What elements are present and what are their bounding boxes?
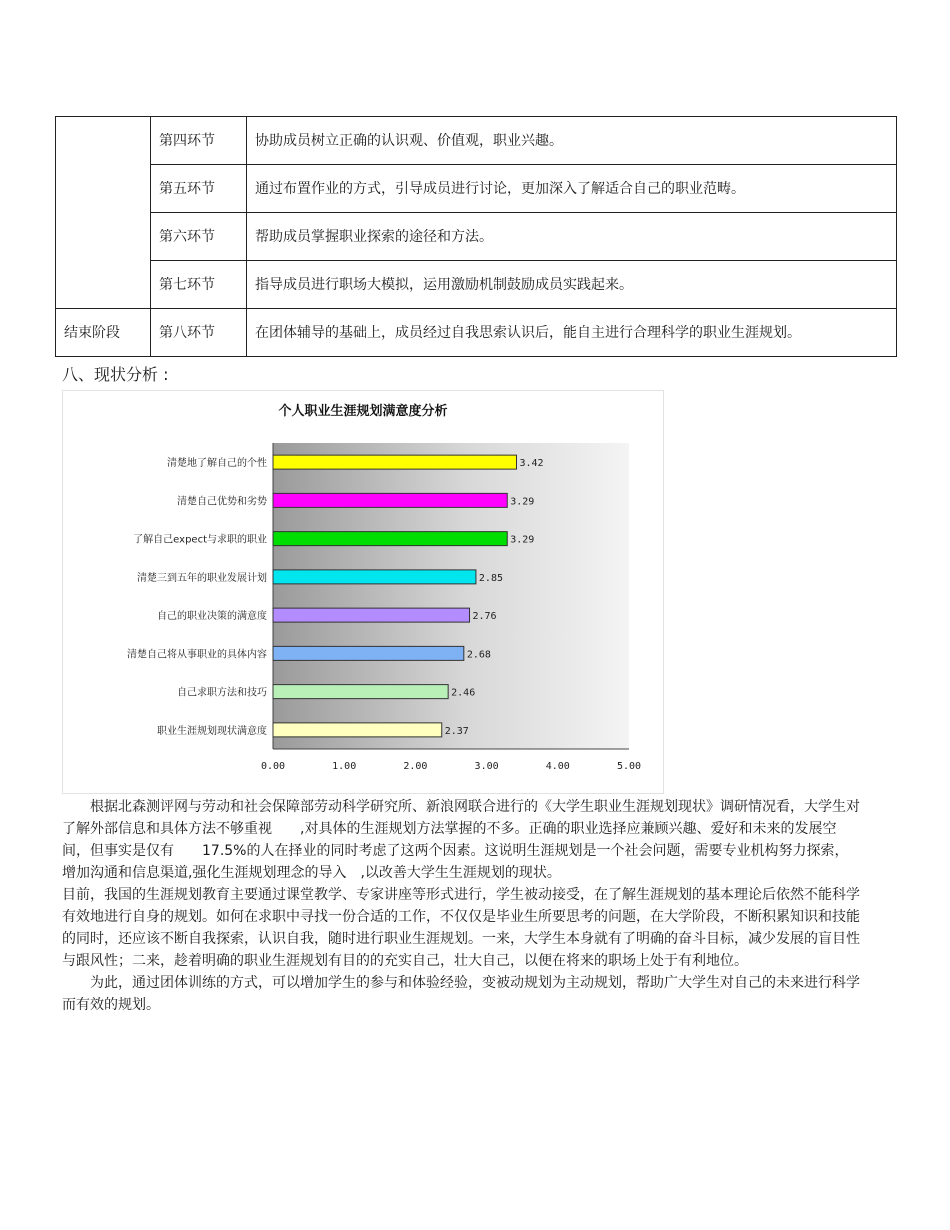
- category-label: 了解自己expect与求职的职业: [133, 534, 267, 546]
- x-tick-label: 1.00: [332, 761, 357, 772]
- chart-title: 个人职业生涯规划满意度分析: [278, 404, 448, 419]
- value-label: 2.85: [478, 572, 504, 584]
- category-label: 自己求职方法和技巧: [177, 687, 267, 699]
- value-label: 2.76: [472, 611, 497, 623]
- value-label: 2.68: [466, 649, 491, 661]
- paragraph: 根据北森测评网与劳动和社会保障部劳动科学研究所、新浪网联合进行的《大学生职业生涯规划现状》调研情况看，大学生对了解外部信息和具体方法不够重视 ,对具体的生涯规划方法掌握的不多。正确的职业选择应兼顾兴趣、爱好和未来的发展空间，但事实是仅有 17.5%的人在择业的同时考虑了这两个因素。这说明生涯规划是一个社会问题，需要专业机构努力探索，增加沟通和信息渠道,强化生涯规划理念的导入 ,以改善大学生生涯规划的现状。: [62, 799, 860, 881]
- plot-area: [273, 443, 629, 749]
- stage-cell: 结束阶段: [56, 309, 151, 357]
- stage-cell: [56, 117, 151, 309]
- x-tick-label: 5.00: [616, 761, 642, 772]
- value-label: 2.37: [444, 725, 469, 737]
- x-tick-label: 4.00: [545, 761, 570, 772]
- table-row: [56, 309, 897, 357]
- value-label: 2.46: [451, 687, 476, 699]
- description-cell: 协助成员树立正确的认识观、价值观，职业兴趣。: [247, 117, 897, 165]
- category-labels: [127, 456, 267, 737]
- bar: [273, 646, 464, 660]
- table-row: [56, 117, 897, 165]
- category-label: 清楚自己优势和劣势: [177, 496, 267, 508]
- bar: [273, 608, 470, 622]
- x-tick-label: 3.00: [474, 761, 499, 772]
- satisfaction-bar-chart: [62, 390, 664, 794]
- bar: [273, 532, 507, 546]
- table-row: [56, 261, 897, 309]
- category-label: 清楚自己将从事职业的具体内容: [127, 649, 267, 661]
- value-label: 3.42: [519, 458, 544, 470]
- value-label: 3.29: [510, 534, 535, 546]
- description-cell: 指导成员进行职场大模拟，运用激励机制鼓励成员实践起来。: [247, 261, 897, 309]
- category-label: 清楚三到五年的职业发展计划: [137, 572, 267, 584]
- category-label: 自己的职业决策的满意度: [157, 611, 267, 623]
- description-cell: 通过布置作业的方式，引导成员进行讨论，更加深入了解适合自己的职业范畴。: [247, 165, 897, 213]
- description-cell: 在团体辅导的基础上，成员经过自我思索认识后，能自主进行合理科学的职业生涯规划。: [247, 309, 897, 357]
- bar: [273, 455, 517, 469]
- bar: [273, 723, 442, 737]
- table-row: [56, 165, 897, 213]
- step-cell: 第七环节: [151, 261, 247, 309]
- paragraph: 目前，我国的生涯规划教育主要通过课堂教学、专家讲座等形式进行，学生被动接受，在了解生涯规划的基本理论后依然不能科学有效地进行自身的规划。如何在求职中寻找一份合适的工作，不仅仅是毕业生所要思考的问题，在大学阶段，不断积累知识和技能的同时，还应该不断自我探索，认识自我，随时进行职业生涯规划。一来，大学生本身就有了明确的奋斗目标，减少发展的盲目性与跟风性；二来，趁着明确的职业生涯规划有目的的充实自己，壮大自己，以便在将来的职场上处于有利地位。: [62, 887, 860, 969]
- analysis-text: [62, 796, 862, 1016]
- step-cell: 第五环节: [151, 165, 247, 213]
- section-heading: 八、现状分析 :: [62, 365, 169, 384]
- category-label: 职业生涯规划现状满意度: [157, 725, 267, 737]
- x-tick-labels: [261, 761, 641, 772]
- chart-svg: [63, 391, 663, 793]
- value-label: 3.29: [510, 496, 535, 508]
- step-cell: 第八环节: [151, 309, 247, 357]
- step-cell: 第四环节: [151, 117, 247, 165]
- bar: [273, 493, 507, 507]
- x-tick-label: 0.00: [260, 761, 286, 772]
- bar: [273, 685, 448, 699]
- activity-plan-table: [55, 116, 897, 357]
- step-cell: 第六环节: [151, 213, 247, 261]
- paragraph: 为此，通过团体训练的方式，可以增加学生的参与和体验经验，变被动规划为主动规划，帮助广大学生对自己的未来进行科学而有效的规划。: [62, 975, 860, 1013]
- bar: [273, 570, 476, 584]
- table-row: [56, 213, 897, 261]
- x-tick-label: 2.00: [403, 761, 428, 772]
- category-label: 清楚地了解自己的个性: [167, 458, 267, 470]
- description-cell: 帮助成员掌握职业探索的途径和方法。: [247, 213, 897, 261]
